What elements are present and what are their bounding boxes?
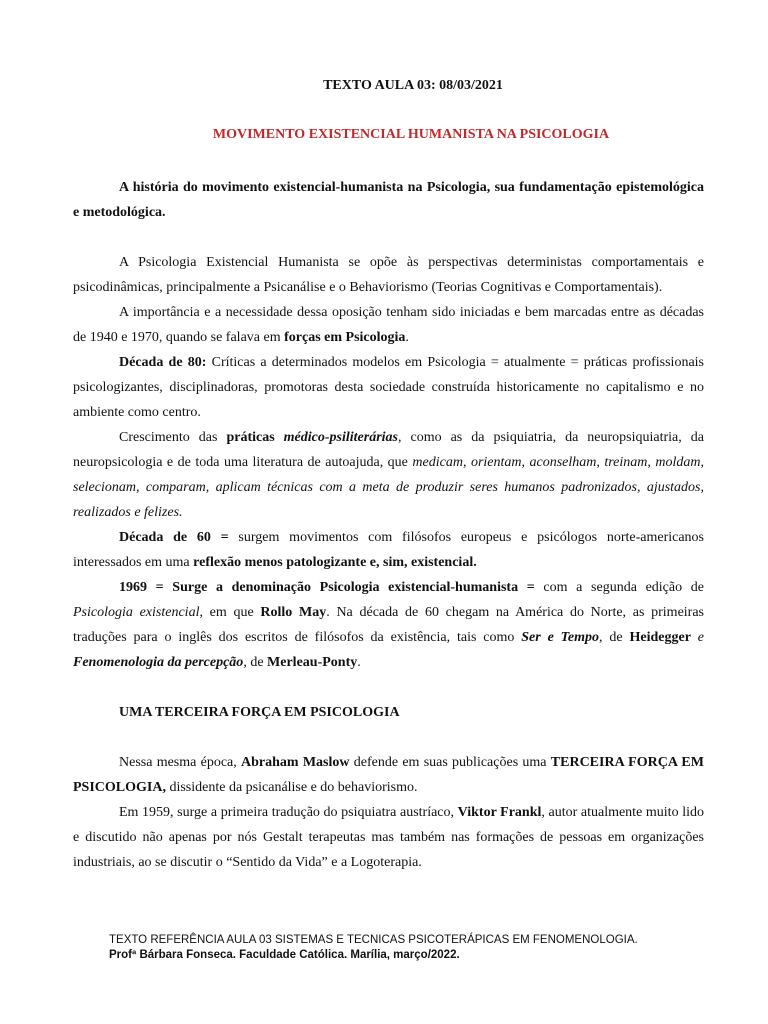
document-body bbox=[73, 175, 704, 875]
paragraph-6: 1969 = Surge a denominação Psicologia existencial-humanista = com a segunda edição de Psicologia existencial, em que Rollo May. Na década de 60 chegam na América do Norte, as primeiras traduções para o inglês dos escritos de filósofos da existência, tais como Ser e Tempo, de Heidegger e Fenomenologia da percepção, de Merleau-Ponty. bbox=[73, 580, 704, 670]
footer-line-1: TEXTO REFERÊNCIA AULA 03 SISTEMAS E TECNICAS PSICOTERÁPICAS EM FENOMENOLOGIA. bbox=[109, 934, 638, 946]
paragraph-4: Crescimento das práticas médico-psiliterárias, como as da psiquiatria, da neuropsiquiatria, da neuropsicologia e de toda uma literatura de autoajuda, que medicam, orientam, aconselham, treinam, moldam, selecionam, comparam, aplicam técnicas com a meta de produzir seres humanos padronizados, ajustados, realizados e felizes. bbox=[73, 430, 705, 520]
emphasis-forcas: forças em Psicologia bbox=[284, 330, 406, 345]
paragraph-2: A importância e a necessidade dessa oposição tenham sido iniciadas e bem marcadas entre as décadas de 1940 e 1970, quando se falava em forças em Psicologia. bbox=[73, 305, 704, 345]
section-heading: UMA TERCEIRA FORÇA EM PSICOLOGIA bbox=[119, 705, 400, 720]
paragraph-5: Década de 60 = surgem movimentos com filósofos europeus e psicólogos norte-americanos interessados em uma reflexão menos patologizante e, sim, existencial. bbox=[73, 530, 704, 570]
emphasis-1969: 1969 = Surge a denominação Psicologia existencial-humanista = bbox=[119, 580, 535, 595]
paragraph-3: Década de 80: Críticas a determinados modelos em Psicologia = atualmente = práticas profissionais psicologizantes, disciplinadoras, promotoras desta sociedade construída historicamente no capitalismo e no ambiente como centro. bbox=[73, 355, 704, 420]
emphasis-medico: médico-psiliterárias bbox=[283, 430, 398, 445]
paragraph-7: Nessa mesma época, Abraham Maslow defende em suas publicações uma TERCEIRA FORÇA EM PSICOLOGIA, dissidente da psicanálise e do behaviorismo. bbox=[73, 755, 704, 795]
emphasis-decada-60: Década de 60 = bbox=[119, 530, 229, 545]
page-title: TEXTO AULA 03: 08/03/2021 bbox=[323, 78, 503, 93]
page-footer bbox=[109, 933, 749, 963]
paragraph-8: Em 1959, surge a primeira tradução do psiquiatra austríaco, Viktor Frankl, autor atualmente muito lido e discutido não apenas por nós Gestalt terapeutas mas também nas formações de pessoas em organizações industriais, ao se discutir o “Sentido da Vida” e a Logoterapia. bbox=[73, 805, 704, 870]
intro-paragraph: A história do movimento existencial-humanista na Psicologia, sua fundamentação epistemológica e metodológica. bbox=[73, 180, 704, 220]
document-subtitle: MOVIMENTO EXISTENCIAL HUMANISTA NA PSICOLOGIA bbox=[212, 127, 610, 142]
emphasis-decada-80: Década de 80: bbox=[119, 355, 207, 370]
emphasis-verbs: medicam, orientam, aconselham, treinam, moldam, selecionam, comparam, aplicam técnicas com a meta de produzir seres humanos padronizados, ajustados, realizados e felizes. bbox=[73, 455, 705, 520]
footer-line-2: Profª Bárbara Fonseca. Faculdade Católica. Marília, março/2022. bbox=[109, 949, 460, 961]
paragraph-1: A Psicologia Existencial Humanista se opõe às perspectivas deterministas comportamentais e psicodinâmicas, principalmente a Psicanálise e o Behaviorismo (Teorias Cognitivas e Comportamentais). bbox=[73, 255, 704, 295]
